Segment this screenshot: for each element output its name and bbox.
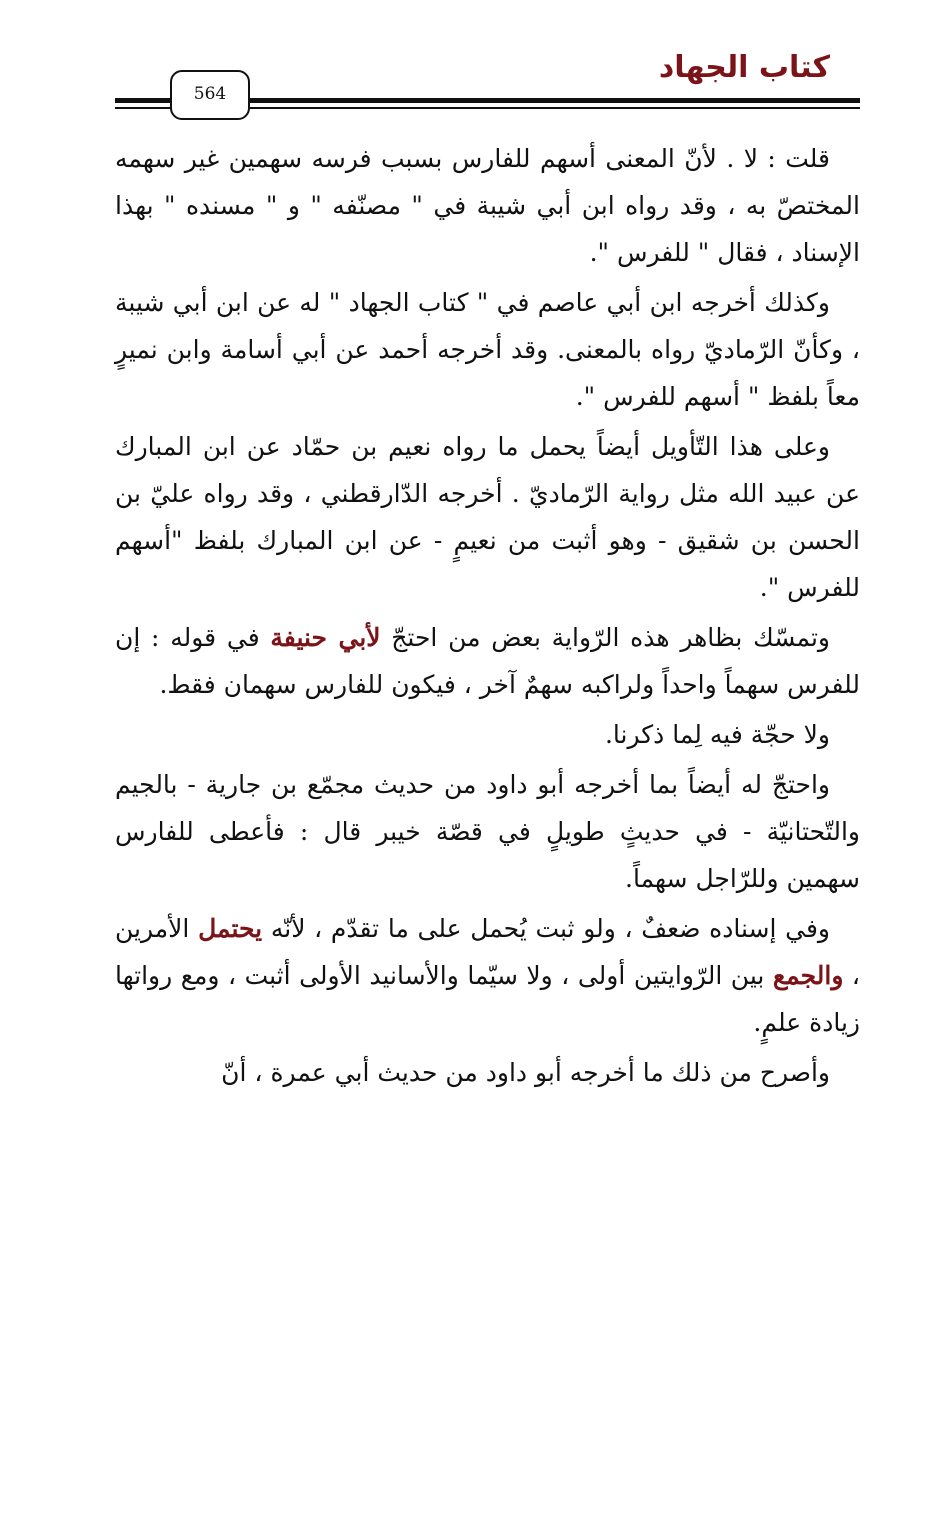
paragraph: قلت : لا . لأنّ المعنى أسهم للفارس بسبب فرسه سهمين غير سهمه المختصّ به ، وقد رواه ابن أبي شيبة في " مصنّفه " و " مسنده " بهذا الإسناد ، فقال " للفرس ". [115,144,860,267]
highlighted-term: لأبي حنيفة [270,623,381,652]
paragraph: ولا حجّة فيه لِما ذكرنا. [604,720,830,749]
highlighted-term: والجمع [772,961,844,990]
text-span: وتمسّك بظاهر هذه الرّواية بعض من احتجّ [380,623,830,652]
paragraph: وكذلك أخرجه ابن أبي عاصم في " كتاب الجهاد " له عن ابن أبي شيبة ، وكأنّ الرّماديّ رواه بالمعنى. وقد أخرجه أحمد عن أبي أسامة وابن نميرٍ معاً بلفظ " أسهم للفرس ". [115,288,860,411]
paragraph: واحتجّ له أيضاً بما أخرجه أبو داود من حديث مجمّع بن جارية - بالجيم والتّحتانيّة - في حديثٍ طويلٍ في قصّة خيبر قال : فأعطى للفارس سهمين وللرّاجل سهماً. [115,770,860,893]
text-span: في قوله : إن للفرس سهماً واحداً ولراكبه سهمٌ آخر ، فيكون للفارس سهمان فقط. [115,623,860,699]
page-number: 564 [170,70,250,120]
book-title: كتاب الجهاد [658,50,830,85]
text-span: الأمرين ، [115,914,860,990]
paragraph: وعلى هذا التّأويل أيضاً يحمل ما رواه نعيم بن حمّاد عن ابن المبارك عن عبيد الله مثل رواية الرّماديّ . أخرجه الدّارقطني ، وقد رواه عليّ بن الحسن بن شقيق - وهو أثبت من نعيمٍ - عن ابن المبارك بلفظ "أسهم للفرس ". [115,432,860,602]
text-span: بين الرّوايتين أولى ، ولا سيّما والأسانيد الأولى أثبت ، ومع رواتها زيادة علمٍ. [115,961,860,1037]
paragraph: وأصرح من ذلك ما أخرجه أبو داود من حديث أبي عمرة ، أنّ [221,1058,830,1087]
page-body [115,135,860,1099]
highlighted-term: يحتمل [198,914,263,943]
text-span: وفي إسناده ضعفٌ ، ولو ثبت يُحمل على ما تقدّم ، لأنّه [262,914,830,943]
paragraph [115,614,860,708]
paragraph [115,905,860,1046]
page-header [0,0,945,130]
